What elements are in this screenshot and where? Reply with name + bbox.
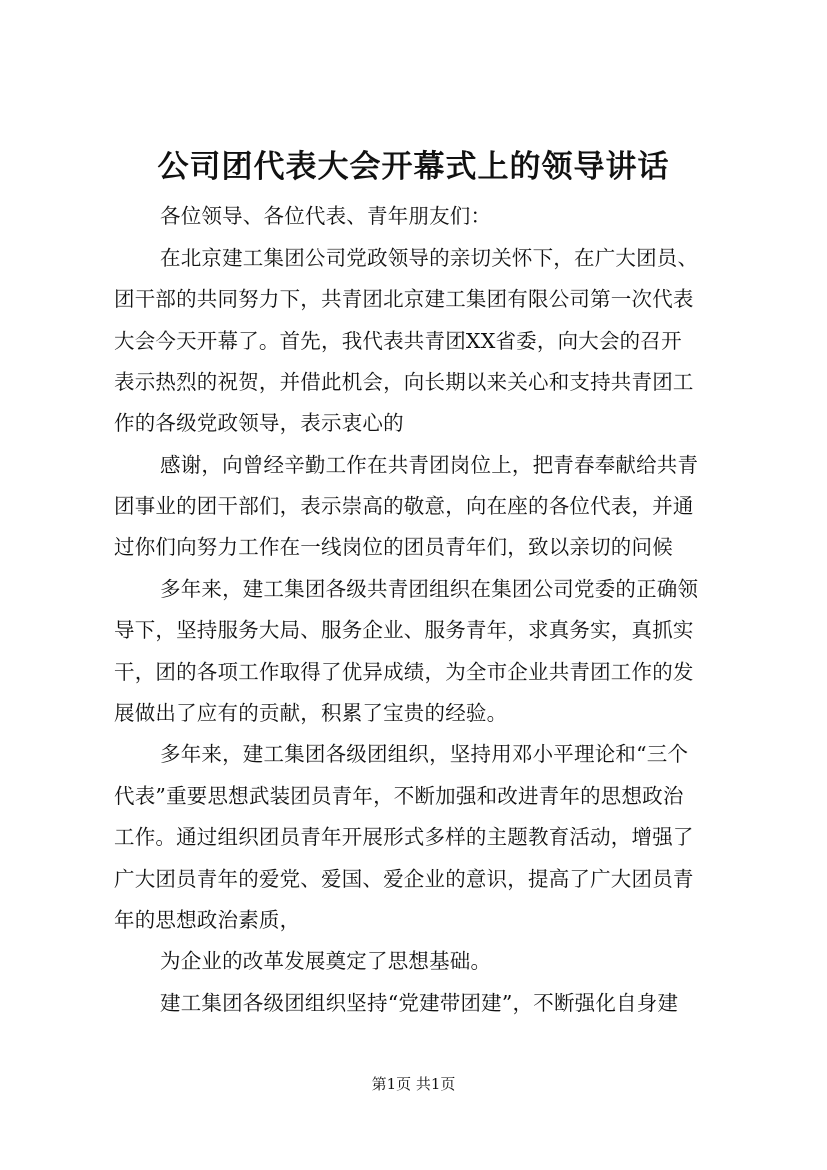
paragraph-line: 感谢，向曾经辛勤工作在共青团岗位上，把青春奉献给共青 [160,453,699,477]
paragraph-line: 建工集团各级团组织坚持“党建带团建”，不断强化自身建 [160,991,679,1015]
paragraph-line: 团事业的团干部们，表示崇高的敬意，向在座的各位代表，并通 [114,494,694,518]
paragraph-line: 过你们向努力工作在一线岗位的团员青年们，致以亲切的问候 [114,535,673,559]
paragraph-line: 表示热烈的祝贺，并借此机会，向长期以来关心和支持共青团工 [114,370,694,394]
paragraph-line: 多年来，建工集团各级团组织，坚持用邓小平理论和“三个 [160,742,689,766]
paragraph-line: 作的各级党政领导，表示衷心的 [114,411,404,435]
paragraph-line: 工作。通过组织团员青年开展形式多样的主题教育活动，增强了 [114,825,694,849]
paragraph-line: 在北京建工集团公司党政领导的亲切关怀下，在广大团员、 [160,246,699,270]
paragraph-line: 各位领导、各位代表、青年朋友们： [160,204,492,228]
paragraph-line: 展做出了应有的贡献，积累了宝贵的经验。 [114,701,508,725]
paragraph-line: 代表”重要思想武装团员青年，不断加强和改进青年的思想政治 [114,784,684,808]
paragraph-line: 大会今天开幕了。首先，我代表共青团XX省委，向大会的召开 [114,329,682,353]
document-title: 公司团代表大会开幕式上的领导讲话 [157,149,670,185]
page-footer: 第1页 共1页 [371,1075,456,1093]
paragraph-line: 干，团的各项工作取得了优异成绩，为全市企业共青团工作的发 [114,660,694,684]
paragraph-line: 多年来，建工集团各级共青团组织在集团公司党委的正确领 [160,577,699,601]
paragraph-line: 为企业的改革发展奠定了思想基础。 [160,949,492,973]
paragraph-line: 年的思想政治素质， [114,908,301,932]
paragraph-line: 导下，坚持服务大局、服务企业、服务青年，求真务实，真抓实 [114,618,694,642]
paragraph-line: 广大团员青年的爱党、爱国、爱企业的意识，提高了广大团员青 [114,867,694,891]
paragraph-line: 团干部的共同努力下，共青团北京建工集团有限公司第一次代表 [114,287,694,311]
